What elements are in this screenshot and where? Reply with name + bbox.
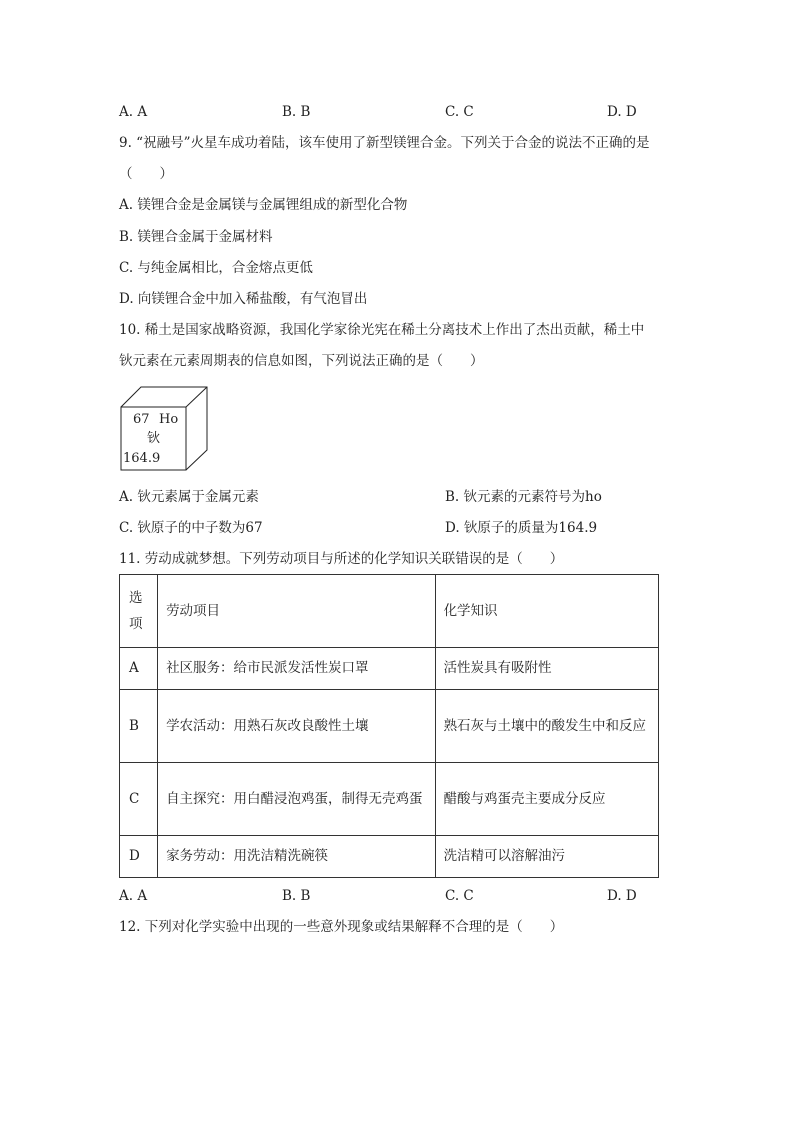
q10-option-a: A. 钬元素属于金属元素 [119, 489, 259, 505]
element-atomic-number: 67 [133, 412, 150, 427]
q8-option-c: C. C [445, 104, 474, 120]
table-header-row [120, 575, 659, 648]
q12-stem: 12. 下列对化学实验中出现的一些意外现象或结果解释不合理的是（ ） [119, 919, 564, 935]
header-cell-labor: 劳动项目 [158, 575, 436, 648]
row-b-option: B [120, 690, 158, 763]
table-row [120, 690, 659, 763]
row-d-option: D [120, 836, 158, 878]
header-cell-knowledge: 化学知识 [435, 575, 658, 648]
row-a-knowledge: 活性炭具有吸附性 [435, 648, 658, 690]
q10-option-d: D. 钬原子的质量为164.9 [445, 520, 598, 536]
table-row [120, 836, 659, 878]
row-c-labor: 自主探究：用白醋浸泡鸡蛋，制得无壳鸡蛋 [158, 763, 436, 836]
row-c-knowledge: 醋酸与鸡蛋壳主要成分反应 [435, 763, 658, 836]
row-a-option: A [120, 648, 158, 690]
row-b-labor: 学农活动：用熟石灰改良酸性土壤 [158, 690, 436, 763]
q9-option-b: B. 镁锂合金属于金属材料 [119, 229, 273, 245]
element-atomic-mass: 164.9 [123, 451, 161, 466]
table-row [120, 648, 659, 690]
q8-option-b: B. B [282, 104, 311, 120]
q11-option-c: C. C [445, 888, 474, 904]
q9-stem-line1: 9. “祝融号”火星车成功着陆，该车使用了新型镁锂合金。下列关于合金的说法不正确的是 [119, 135, 650, 151]
row-d-knowledge: 洗洁精可以溶解油污 [435, 836, 658, 878]
q11-option-d: D. D [607, 888, 637, 904]
table-row [120, 763, 659, 836]
q11-option-a: A. A [119, 888, 148, 904]
element-name: 钬 [147, 431, 161, 446]
row-a-labor: 社区服务：给市民派发活性炭口罩 [158, 648, 436, 690]
element-symbol: Ho [159, 412, 179, 427]
q9-option-c: C. 与纯金属相比，合金熔点更低 [119, 260, 313, 276]
q8-option-a: A. A [119, 104, 148, 120]
q11-stem: 11. 劳动成就梦想。下列劳动项目与所述的化学知识关联错误的是（ ） [119, 551, 564, 567]
q9-option-a: A. 镁锂合金是金属镁与金属锂组成的新型化合物 [119, 197, 408, 213]
q10-stem-line1: 10. 稀土是国家战略资源，我国化学家徐光宪在稀土分离技术上作出了杰出贡献，稀土中 [119, 322, 645, 338]
q11-table [119, 574, 659, 878]
q10-option-c: C. 钬原子的中子数为67 [119, 520, 263, 536]
row-c-option: C [120, 763, 158, 836]
q10-option-b: B. 钬元素的元素符号为ho [445, 489, 602, 505]
q8-option-d: D. D [607, 104, 637, 120]
q11-option-b: B. B [282, 888, 311, 904]
q9-stem-line2: （ ） [119, 166, 173, 182]
row-d-labor: 家务劳动：用洗洁精洗碗筷 [158, 836, 436, 878]
header-cell-option: 选项 [120, 575, 158, 648]
row-b-knowledge: 熟石灰与土壤中的酸发生中和反应 [435, 690, 658, 763]
q10-stem-line2: 钬元素在元素周期表的信息如图，下列说法正确的是（ ） [119, 353, 484, 369]
q9-option-d: D. 向镁锂合金中加入稀盐酸，有气泡冒出 [119, 291, 368, 307]
element-cell-figure [120, 385, 210, 473]
